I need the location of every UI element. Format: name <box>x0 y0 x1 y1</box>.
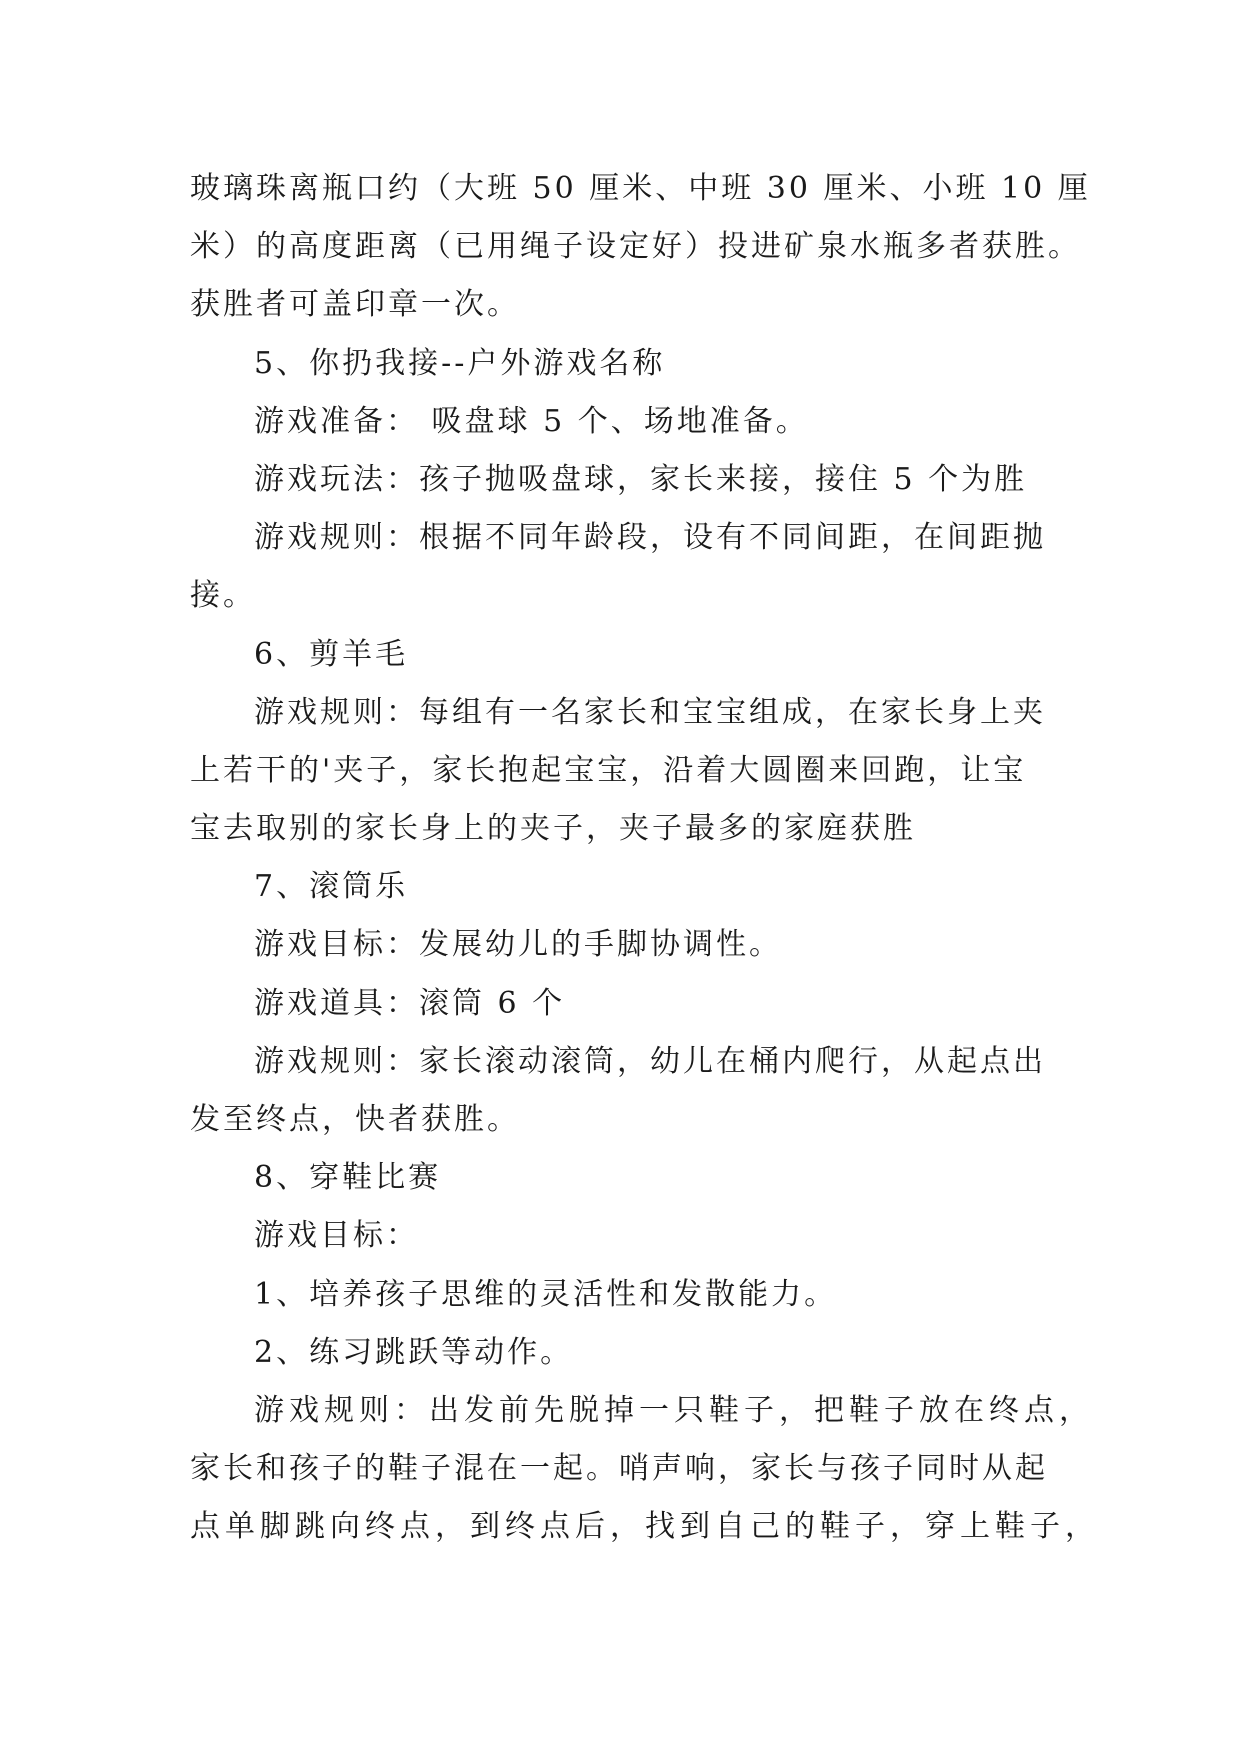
text-line: 米）的高度距离（已用绳子设定好）投进矿泉水瓶多者获胜。 <box>190 229 1081 265</box>
text-line: 游戏规则：出发前先脱掉一只鞋子，把鞋子放在终点， <box>254 1392 1094 1428</box>
text-line: 发至终点，快者获胜。 <box>190 1102 520 1137</box>
text-line: 获胜者可盖印章一次。 <box>190 287 520 323</box>
text-line: 游戏目标： <box>254 1218 419 1254</box>
section-heading-6: 6、剪羊毛 <box>254 636 409 672</box>
text-line: 游戏道具：滚筒 6 个 <box>254 985 566 1021</box>
text-line: 上若干的'夹子，家长抱起宝宝，沿着大圆圈来回跑，让宝 <box>190 752 1027 788</box>
text-line: 游戏规则：每组有一名家长和宝宝组成，在家长身上夹 <box>254 694 1046 730</box>
text-line: 游戏规则：家长滚动滚筒，幼儿在桶内爬行，从起点出 <box>254 1043 1046 1079</box>
section-heading-7: 7、滚筒乐 <box>254 869 409 905</box>
text-line: 玻璃珠离瓶口约（大班 50 厘米、中班 30 厘米、小班 10 厘 <box>190 171 1091 206</box>
text-line: 游戏准备： 吸盘球 5 个、场地准备。 <box>254 403 809 439</box>
text-line: 点单脚跳向终点，到终点后，找到自己的鞋子，穿上鞋子， <box>190 1509 1100 1545</box>
document-body <box>190 160 1100 1557</box>
text-line: 游戏规则：根据不同年龄段，设有不同间距，在间距抛 <box>254 520 1046 556</box>
text-line: 宝去取别的家长身上的夹子，夹子最多的家庭获胜 <box>190 811 916 847</box>
text-line: 游戏玩法：孩子抛吸盘球，家长来接，接住 5 个为胜 <box>254 461 1028 497</box>
text-line: 接。 <box>190 578 256 614</box>
text-line: 家长和孩子的鞋子混在一起。哨声响，家长与孩子同时从起 <box>190 1451 1048 1487</box>
text-line: 游戏目标：发展幼儿的手脚协调性。 <box>254 927 782 963</box>
text-line: 2、练习跳跃等动作。 <box>254 1334 574 1370</box>
section-heading-8: 8、穿鞋比赛 <box>254 1160 442 1196</box>
text-line: 1、培养孩子思维的灵活性和发散能力。 <box>254 1276 838 1312</box>
section-heading-5: 5、你扔我接--户外游戏名称 <box>254 345 666 381</box>
